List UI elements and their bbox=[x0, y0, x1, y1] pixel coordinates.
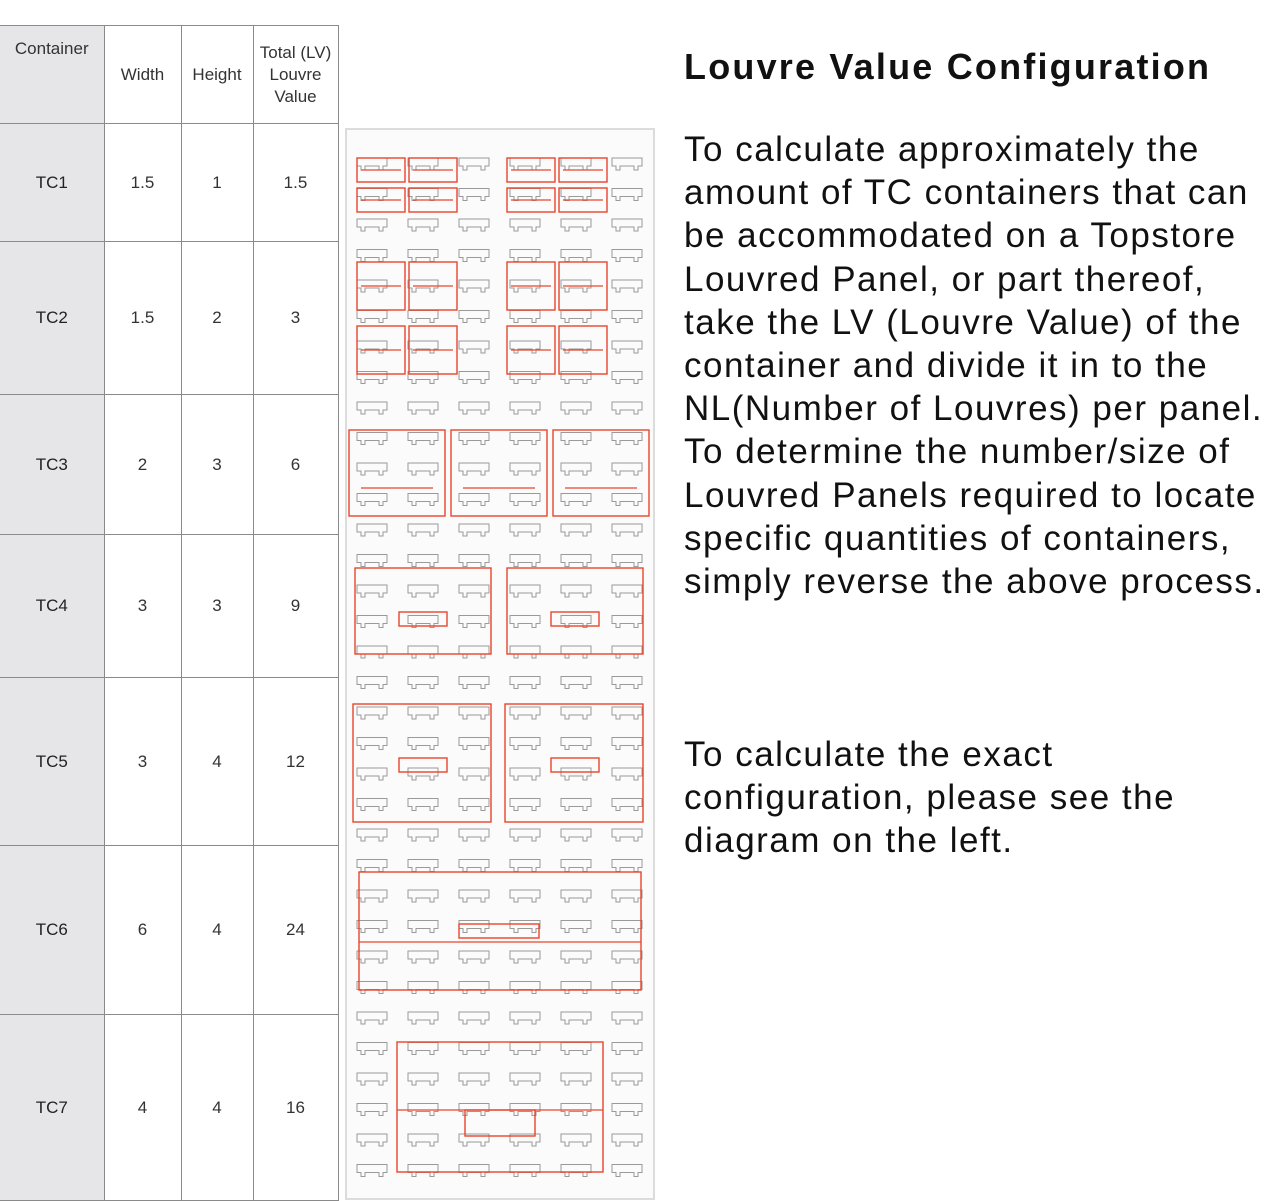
louvre-slot bbox=[459, 799, 489, 811]
louvre-slot bbox=[357, 524, 387, 536]
louvre-slot bbox=[612, 555, 642, 567]
louvre-slot bbox=[357, 1104, 387, 1116]
louvre-slot bbox=[408, 921, 438, 933]
cell-height: 4 bbox=[181, 1015, 253, 1201]
louvre-slot bbox=[357, 616, 387, 628]
louvre-slot bbox=[357, 646, 387, 658]
louvre-slot bbox=[510, 951, 540, 963]
louvre-slot bbox=[561, 829, 591, 841]
tc3-container bbox=[451, 430, 547, 516]
louvre-slot bbox=[612, 982, 642, 994]
louvred-panel-svg bbox=[347, 130, 653, 1198]
louvre-slot bbox=[612, 829, 642, 841]
louvre-slot bbox=[408, 799, 438, 811]
louvre-slot bbox=[561, 1043, 591, 1055]
louvre-slot bbox=[408, 677, 438, 689]
louvre-slot bbox=[408, 341, 438, 353]
cell-container: TC7 bbox=[0, 1015, 104, 1201]
table-row bbox=[0, 242, 338, 395]
louvre-slot bbox=[408, 555, 438, 567]
louvre-slot bbox=[459, 433, 489, 445]
table-row bbox=[0, 678, 338, 846]
louvre-slot bbox=[561, 1165, 591, 1177]
header-width: Width bbox=[104, 26, 181, 124]
louvre-slot bbox=[561, 768, 591, 780]
tc7-container-handle bbox=[465, 1110, 535, 1136]
louvre-slot bbox=[612, 524, 642, 536]
louvre-slot bbox=[561, 677, 591, 689]
louvre-slot bbox=[510, 616, 540, 628]
louvre-slot bbox=[357, 921, 387, 933]
louvre-slot bbox=[561, 1134, 591, 1146]
louvre-slot bbox=[561, 707, 591, 719]
louvre-slot bbox=[408, 189, 438, 201]
louvre-slot bbox=[459, 280, 489, 292]
page-title: Louvre Value Configuration bbox=[684, 46, 1212, 87]
louvre-slot bbox=[561, 433, 591, 445]
louvre-slot bbox=[510, 677, 540, 689]
louvre-slot bbox=[408, 1043, 438, 1055]
louvre-slot bbox=[561, 951, 591, 963]
louvre-slot bbox=[561, 524, 591, 536]
tc5-container-handle bbox=[551, 758, 599, 772]
louvre-slot bbox=[510, 1043, 540, 1055]
louvre-slot bbox=[459, 341, 489, 353]
louvre-slot bbox=[357, 189, 387, 201]
louvre-slot bbox=[510, 1073, 540, 1085]
louvre-slot bbox=[561, 158, 591, 170]
louvre-slot bbox=[459, 646, 489, 658]
louvre-slot bbox=[408, 860, 438, 872]
louvre-slot bbox=[459, 524, 489, 536]
louvre-slot bbox=[612, 860, 642, 872]
louvre-slot bbox=[459, 982, 489, 994]
header-height: Height bbox=[181, 26, 253, 124]
louvre-slot bbox=[510, 1012, 540, 1024]
cell-container: TC3 bbox=[0, 395, 104, 535]
louvre-slot bbox=[357, 1165, 387, 1177]
louvre-slot bbox=[357, 433, 387, 445]
louvre-slot bbox=[459, 951, 489, 963]
cell-total: 6 bbox=[253, 395, 338, 535]
louvre-slot bbox=[357, 677, 387, 689]
cell-container: TC2 bbox=[0, 242, 104, 395]
louvre-slot bbox=[459, 585, 489, 597]
louvre-slot bbox=[408, 463, 438, 475]
louvre-slot bbox=[357, 860, 387, 872]
louvre-slot bbox=[510, 768, 540, 780]
louvre-slot bbox=[408, 1012, 438, 1024]
table-row bbox=[0, 1015, 338, 1201]
louvre-slot bbox=[408, 768, 438, 780]
louvre-slot bbox=[510, 311, 540, 323]
louvre-slot bbox=[561, 219, 591, 231]
louvre-slot bbox=[561, 860, 591, 872]
louvre-slot bbox=[612, 616, 642, 628]
louvre-slot bbox=[561, 341, 591, 353]
louvre-slot bbox=[408, 433, 438, 445]
cell-width: 6 bbox=[104, 846, 181, 1015]
louvre-slot bbox=[357, 463, 387, 475]
louvre-slot bbox=[408, 494, 438, 506]
header-container: Container bbox=[0, 26, 104, 124]
louvre-slot bbox=[408, 1073, 438, 1085]
louvre-slot bbox=[561, 982, 591, 994]
louvre-slot bbox=[459, 890, 489, 902]
louvre-slot bbox=[408, 951, 438, 963]
louvre-slot bbox=[510, 341, 540, 353]
louvre-slot bbox=[561, 311, 591, 323]
louvre-slot bbox=[459, 860, 489, 872]
louvre-slot bbox=[459, 463, 489, 475]
louvre-slot bbox=[612, 1073, 642, 1085]
louvre-slot bbox=[561, 799, 591, 811]
louvre-slot bbox=[612, 738, 642, 750]
louvre-slot bbox=[408, 646, 438, 658]
louvre-slot bbox=[459, 707, 489, 719]
louvre-slot bbox=[357, 1043, 387, 1055]
louvre-slot bbox=[612, 402, 642, 414]
louvre-slot bbox=[612, 768, 642, 780]
louvre-slot bbox=[561, 494, 591, 506]
louvre-slot bbox=[408, 982, 438, 994]
louvre-slot bbox=[510, 402, 540, 414]
cell-height: 4 bbox=[181, 846, 253, 1015]
louvre-slot bbox=[510, 646, 540, 658]
louvre-slot bbox=[612, 189, 642, 201]
louvre-slot bbox=[459, 1043, 489, 1055]
louvre-slot bbox=[612, 799, 642, 811]
cell-height: 3 bbox=[181, 535, 253, 678]
louvre-slot bbox=[612, 951, 642, 963]
louvre-slot bbox=[357, 951, 387, 963]
louvre-slot bbox=[357, 1134, 387, 1146]
louvre-slot bbox=[612, 494, 642, 506]
louvre-slot bbox=[561, 372, 591, 384]
cell-height: 1 bbox=[181, 124, 253, 242]
tc6-container bbox=[359, 872, 641, 990]
louvre-slot bbox=[510, 738, 540, 750]
louvre-slot bbox=[612, 372, 642, 384]
louvre-slot bbox=[510, 890, 540, 902]
louvre-slot bbox=[612, 433, 642, 445]
tc3-container bbox=[349, 430, 445, 516]
louvre-slot bbox=[357, 768, 387, 780]
louvre-slot bbox=[612, 1104, 642, 1116]
louvre-slot bbox=[612, 341, 642, 353]
louvre-slot bbox=[459, 402, 489, 414]
cell-total: 12 bbox=[253, 678, 338, 846]
louvre-slot bbox=[612, 1134, 642, 1146]
louvre-slot bbox=[561, 250, 591, 262]
cell-total: 24 bbox=[253, 846, 338, 1015]
louvre-slot bbox=[357, 250, 387, 262]
louvre-slot bbox=[408, 402, 438, 414]
tc5-container bbox=[353, 704, 491, 822]
louvred-panel-diagram bbox=[345, 128, 655, 1200]
louvre-slot bbox=[408, 372, 438, 384]
cell-container: TC4 bbox=[0, 535, 104, 678]
louvre-slot bbox=[357, 311, 387, 323]
louvre-slot bbox=[357, 494, 387, 506]
louvre-slot bbox=[357, 402, 387, 414]
cell-width: 1.5 bbox=[104, 124, 181, 242]
louvre-slot bbox=[357, 372, 387, 384]
cell-height: 2 bbox=[181, 242, 253, 395]
louvre-slot bbox=[561, 1073, 591, 1085]
louvre-slot bbox=[357, 341, 387, 353]
louvre-slot bbox=[612, 1043, 642, 1055]
table-row bbox=[0, 395, 338, 535]
table-header-row bbox=[0, 26, 338, 124]
louvre-slot bbox=[510, 494, 540, 506]
louvre-slot bbox=[357, 982, 387, 994]
louvre-slot bbox=[561, 585, 591, 597]
louvre-slot bbox=[459, 921, 489, 933]
louvre-slot bbox=[408, 219, 438, 231]
louvre-slot bbox=[612, 1012, 642, 1024]
louvre-slot bbox=[561, 402, 591, 414]
louvre-slot bbox=[561, 646, 591, 658]
cell-total: 16 bbox=[253, 1015, 338, 1201]
louvre-slot bbox=[357, 1073, 387, 1085]
tc4-container bbox=[507, 568, 643, 654]
louvre-slot bbox=[459, 158, 489, 170]
louvre-slot bbox=[510, 463, 540, 475]
louvre-slot bbox=[510, 372, 540, 384]
louvre-slot bbox=[408, 738, 438, 750]
tc7-container bbox=[397, 1042, 603, 1172]
louvre-slot bbox=[459, 250, 489, 262]
louvre-slot bbox=[612, 585, 642, 597]
cell-width: 3 bbox=[104, 678, 181, 846]
louvre-slot bbox=[408, 707, 438, 719]
louvre-slot bbox=[561, 890, 591, 902]
cell-height: 3 bbox=[181, 395, 253, 535]
louvre-slot bbox=[357, 555, 387, 567]
louvre-slot bbox=[510, 189, 540, 201]
louvre-slot bbox=[357, 1012, 387, 1024]
louvre-slot bbox=[459, 1165, 489, 1177]
louvre-slot bbox=[612, 280, 642, 292]
cell-height: 4 bbox=[181, 678, 253, 846]
louvre-slot bbox=[408, 250, 438, 262]
louvre-slot bbox=[459, 677, 489, 689]
louvre-slot bbox=[510, 860, 540, 872]
louvre-slot bbox=[612, 707, 642, 719]
louvre-slot bbox=[510, 250, 540, 262]
louvre-slot bbox=[510, 1165, 540, 1177]
louvre-slot bbox=[357, 219, 387, 231]
louvre-slot bbox=[510, 829, 540, 841]
cell-total: 1.5 bbox=[253, 124, 338, 242]
louvre-value-table bbox=[0, 25, 339, 1201]
louvre-slot bbox=[408, 311, 438, 323]
louvre-slot bbox=[510, 433, 540, 445]
louvre-slot bbox=[357, 707, 387, 719]
tc3-container bbox=[553, 430, 649, 516]
louvre-slot bbox=[612, 1165, 642, 1177]
louvre-slot bbox=[459, 494, 489, 506]
cell-width: 3 bbox=[104, 535, 181, 678]
louvre-slot bbox=[510, 707, 540, 719]
louvre-slot bbox=[510, 524, 540, 536]
louvre-slot bbox=[408, 829, 438, 841]
louvre-slot bbox=[459, 829, 489, 841]
louvre-slot bbox=[408, 524, 438, 536]
louvre-slot bbox=[408, 890, 438, 902]
louvre-slot bbox=[357, 890, 387, 902]
louvre-slot bbox=[561, 921, 591, 933]
louvre-slot bbox=[408, 1134, 438, 1146]
louvre-slot bbox=[459, 768, 489, 780]
louvre-slot bbox=[459, 616, 489, 628]
louvre-slot bbox=[459, 555, 489, 567]
louvre-slot bbox=[561, 555, 591, 567]
louvre-slot bbox=[510, 799, 540, 811]
cell-total: 3 bbox=[253, 242, 338, 395]
louvre-slot bbox=[612, 311, 642, 323]
louvre-slot bbox=[357, 585, 387, 597]
louvre-slot bbox=[561, 738, 591, 750]
louvre-slot bbox=[459, 1073, 489, 1085]
louvre-slot bbox=[561, 1012, 591, 1024]
exact-configuration-paragraph: To calculate the exact configuration, please see the diagram on the left. bbox=[684, 735, 1176, 861]
louvre-slot bbox=[612, 158, 642, 170]
instruction-paragraph: To calculate approximately the amount of TC containers that can be accommodated on a Topstore Louvred Panel, or part thereof, take the LV (Louvre Value) of the container and divide it in to the NL(Number of Louvres) per panel. To determine the number/size of Louvred Panels required to locate specific quantities of containers, simply reverse the above process. bbox=[684, 130, 1265, 602]
louvre-slot bbox=[510, 585, 540, 597]
louvre-slot bbox=[459, 219, 489, 231]
louvre-slot bbox=[612, 890, 642, 902]
cell-container: TC6 bbox=[0, 846, 104, 1015]
cell-width: 2 bbox=[104, 395, 181, 535]
louvre-slot bbox=[408, 585, 438, 597]
cell-container: TC1 bbox=[0, 124, 104, 242]
louvre-slot bbox=[459, 311, 489, 323]
louvre-slot bbox=[510, 982, 540, 994]
louvre-slot bbox=[612, 250, 642, 262]
tc5-container bbox=[505, 704, 643, 822]
cell-width: 4 bbox=[104, 1015, 181, 1201]
louvre-slot bbox=[510, 219, 540, 231]
louvre-slot bbox=[357, 158, 387, 170]
cell-total: 9 bbox=[253, 535, 338, 678]
louvre-slot bbox=[459, 1012, 489, 1024]
louvre-slot bbox=[459, 189, 489, 201]
louvre-slot bbox=[357, 738, 387, 750]
cell-container: TC5 bbox=[0, 678, 104, 846]
louvre-slot bbox=[510, 555, 540, 567]
louvre-slot bbox=[408, 158, 438, 170]
louvre-slot bbox=[510, 158, 540, 170]
louvre-slot bbox=[612, 219, 642, 231]
tc4-container bbox=[355, 568, 491, 654]
tc5-container-handle bbox=[399, 758, 447, 772]
header-total: Total (LV) Louvre Value bbox=[253, 26, 338, 124]
tc6-container-handle bbox=[459, 924, 539, 938]
louvre-slot bbox=[612, 921, 642, 933]
louvre-slot bbox=[459, 372, 489, 384]
table-row bbox=[0, 535, 338, 678]
louvre-slot bbox=[510, 921, 540, 933]
louvre-slot bbox=[561, 463, 591, 475]
louvre-slot bbox=[612, 463, 642, 475]
louvre-slot bbox=[612, 646, 642, 658]
louvre-slot bbox=[612, 677, 642, 689]
cell-width: 1.5 bbox=[104, 242, 181, 395]
table-row bbox=[0, 124, 338, 242]
louvre-slot bbox=[357, 799, 387, 811]
louvre-slot bbox=[459, 738, 489, 750]
table-row bbox=[0, 846, 338, 1015]
louvre-slot bbox=[561, 189, 591, 201]
louvre-slot bbox=[408, 1165, 438, 1177]
louvre-slot bbox=[357, 829, 387, 841]
